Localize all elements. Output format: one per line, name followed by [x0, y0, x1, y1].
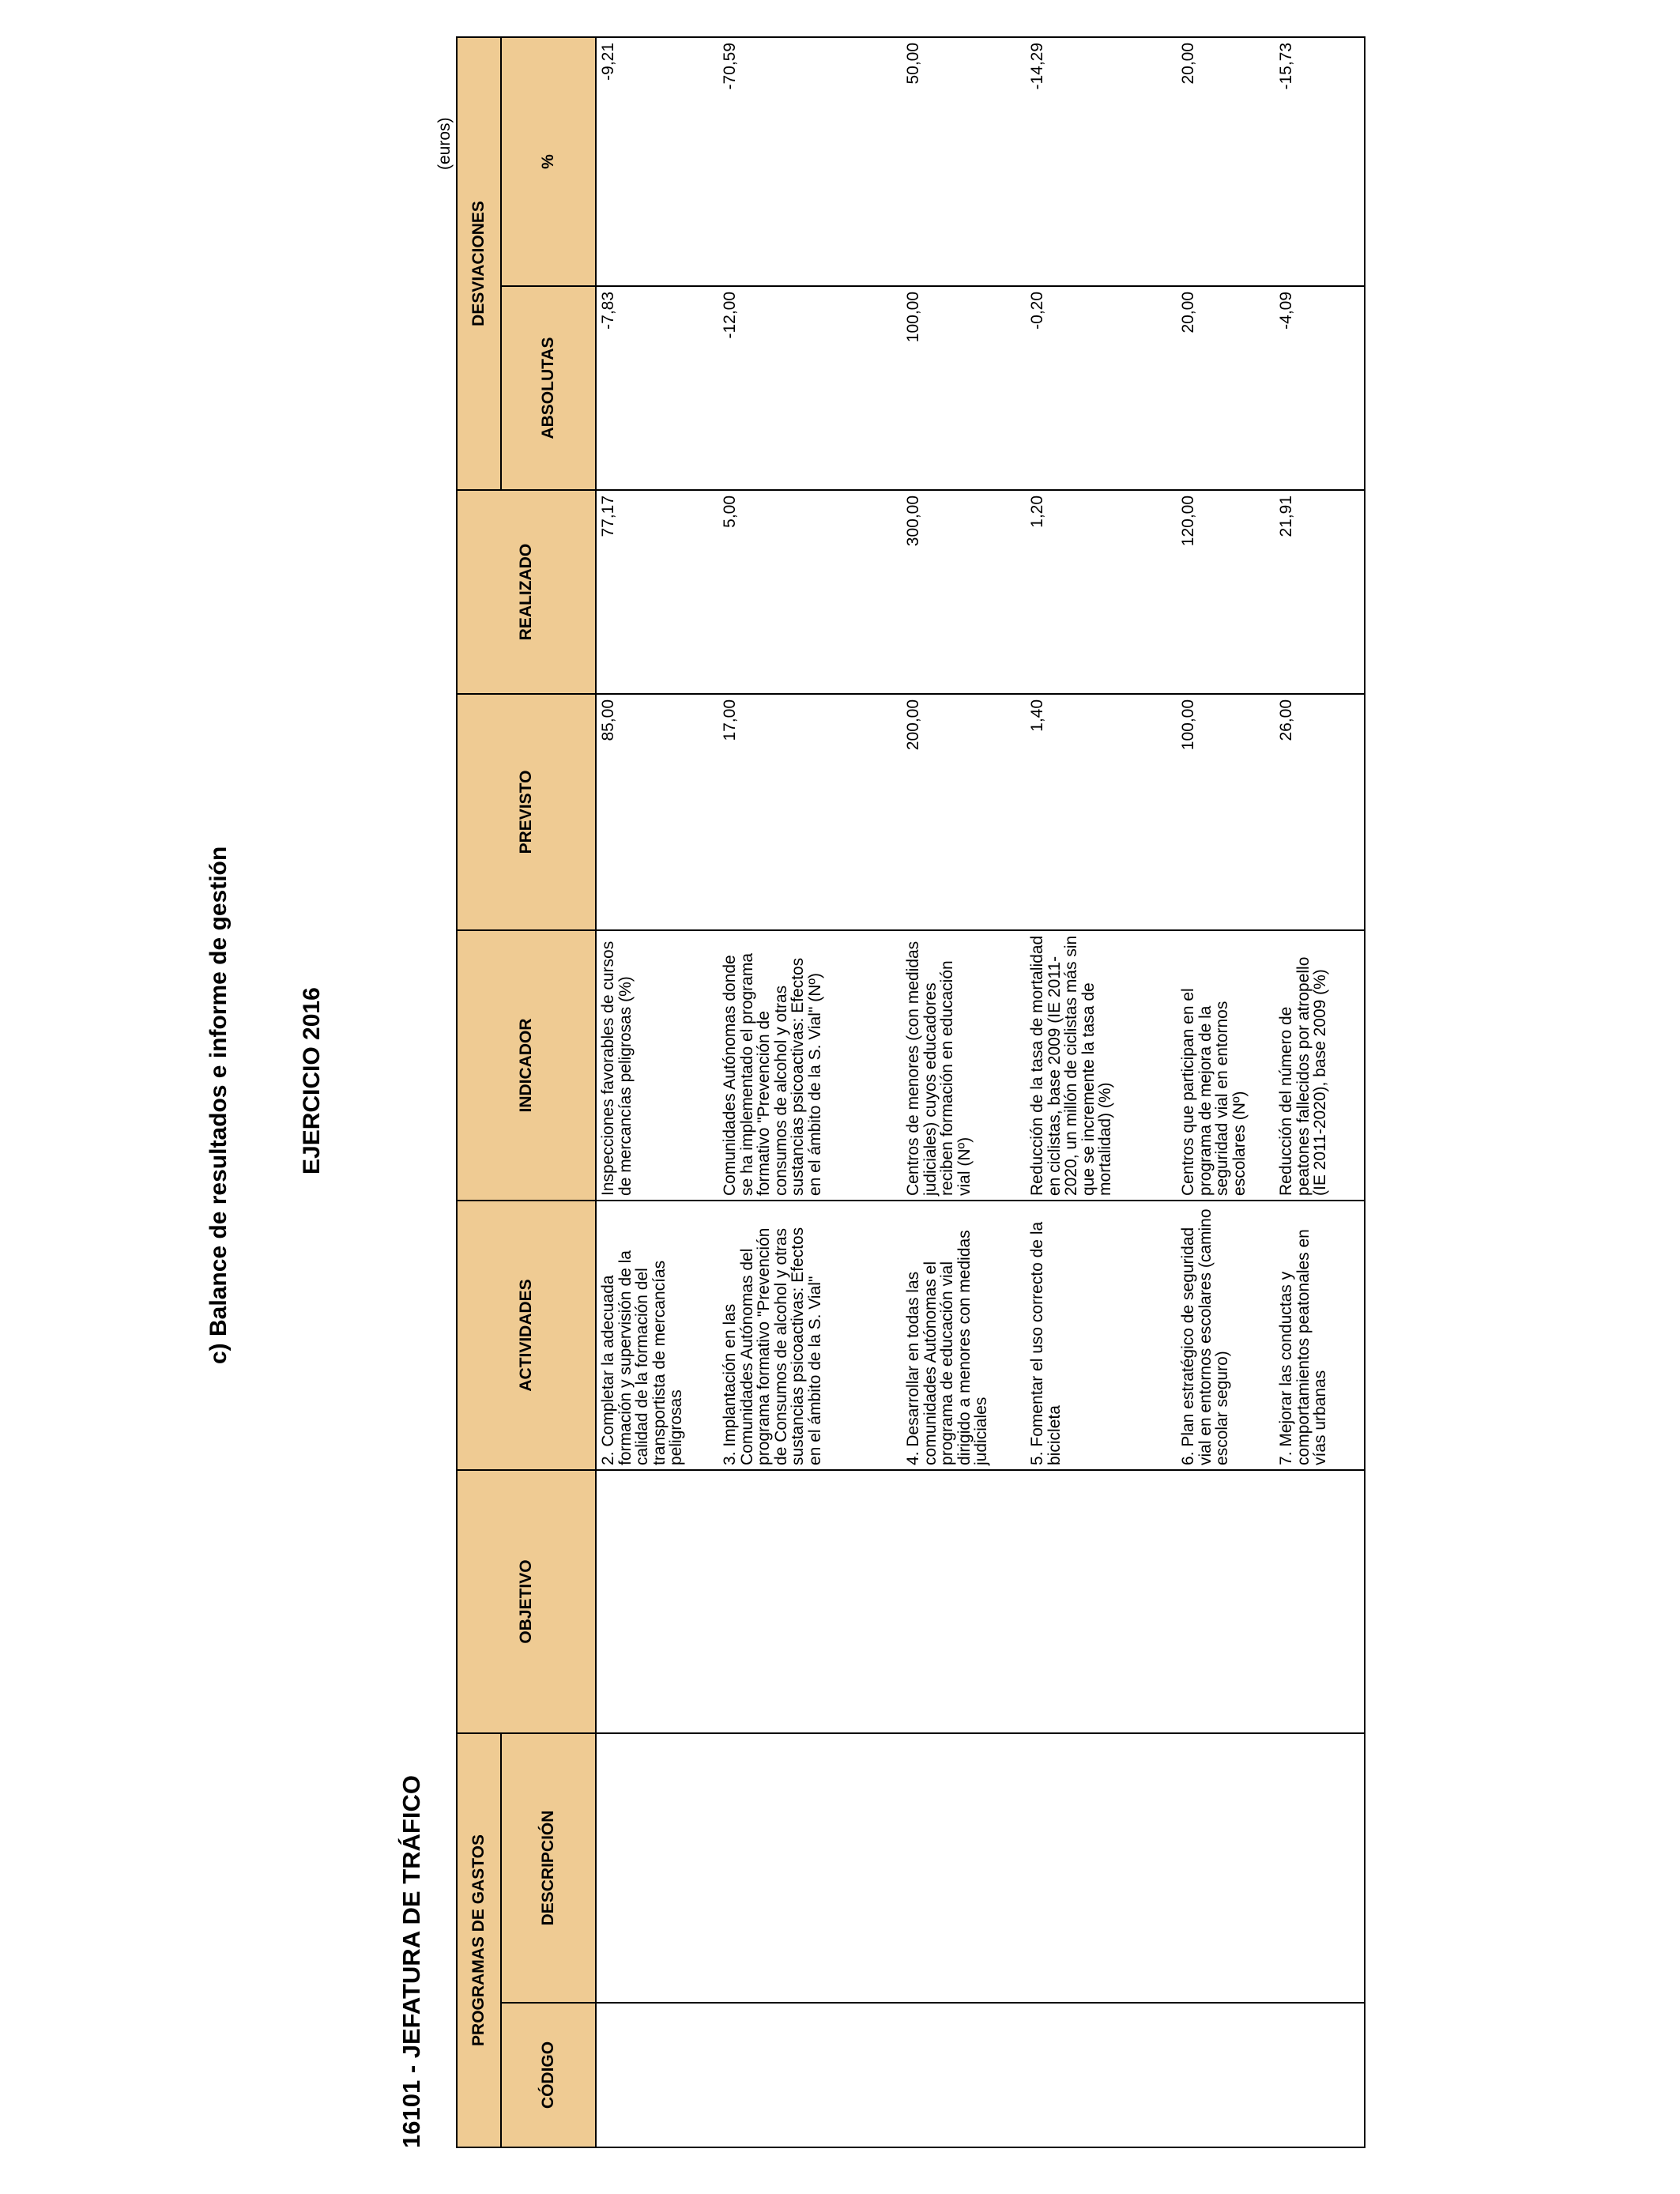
previsto-value: 17,00 — [721, 699, 739, 741]
absolutas-value: -0,20 — [1028, 291, 1046, 330]
previsto-cell — [596, 694, 1365, 930]
col-porcentaje: % — [501, 37, 596, 286]
actividad-text: 2. Completar la adecuada formación y supervisión de la calidad de la formación del transportista de mercancías peligrosas — [599, 1250, 685, 1465]
section-title: c) Balance de resultados e informe de gestión — [205, 846, 232, 1364]
absolutas-cell — [596, 286, 1365, 490]
realizado-value: 21,91 — [1277, 495, 1295, 537]
realizado-value: 120,00 — [1179, 495, 1197, 547]
actividad-text: 5. Fomentar el uso correcto de la bicicleta — [1028, 1221, 1064, 1465]
realizado-value: 300,00 — [904, 495, 922, 547]
col-indicador: INDICADOR — [457, 930, 596, 1201]
programs-group-header: PROGRAMAS DE GASTOS — [457, 1733, 501, 2147]
realizado-value: 77,17 — [599, 495, 617, 537]
previsto-value: 26,00 — [1277, 699, 1295, 741]
col-actividades: ACTIVIDADES — [457, 1201, 596, 1470]
col-objetivo: OBJETIVO — [457, 1470, 596, 1733]
indicador-text: Comunidades Autónomas donde se ha implementado el programa formativo "Prevención de consumos de alcohol y otras sustancias psicoactivas: Efectos en el ámbito de la S. Vial" (Nº) — [721, 952, 824, 1196]
actividad-text: 4. Desarrollar en todas las comunidades Autónomas el programa de educación vial dirigido a menores con medidas judiciales — [904, 1230, 990, 1465]
table-row — [596, 37, 1365, 2147]
col-realizado: REALIZADO — [457, 490, 596, 694]
col-codigo: CÓDIGO — [501, 2003, 596, 2147]
units-label: (euros) — [435, 117, 454, 170]
indicador-text: Reducción de la tasa de mortalidad en ciclistas, base 2009 (IE 2011-2020, un millón de ciclistas más sin que se incremente la tasa de mortalidad) (%) — [1028, 935, 1114, 1196]
porcentaje-value: -15,73 — [1277, 42, 1295, 90]
absolutas-value: -12,00 — [721, 291, 739, 339]
actividad-text: 3. Implantación en las Comunidades Autónomas del programa formativo "Prevención de Consumos de alcohol y otras sustancias psicoactivas: Efectos en el ámbito de la S. Vial" — [721, 1227, 824, 1465]
porcentaje-cell — [596, 37, 1365, 286]
deviations-group-header: DESVIACIONES — [457, 37, 501, 490]
actividad-text: 6. Plan estratégico de seguridad vial en entornos escolares (camino escolar seguro) — [1179, 1208, 1231, 1465]
codigo-cell — [596, 2003, 1365, 2147]
absolutas-value: -7,83 — [599, 291, 617, 330]
porcentaje-value: 50,00 — [904, 42, 922, 85]
absolutas-value: 100,00 — [904, 291, 922, 343]
previsto-value: 100,00 — [1179, 699, 1197, 751]
col-absolutas: ABSOLUTAS — [501, 286, 596, 490]
porcentaje-value: -14,29 — [1028, 42, 1046, 90]
indicador-text: Reducción del número de peatones fallecidos por atropello (IE 2011-2020), base 2009 (%) — [1277, 956, 1329, 1196]
objetivo-cell — [596, 1470, 1365, 1733]
realizado-cell — [596, 490, 1365, 694]
realizado-value: 5,00 — [721, 495, 739, 528]
indicador-text: Centros que participan en el programa de mejora de la seguridad vial en entornos escolares (Nº) — [1179, 988, 1249, 1196]
porcentaje-value: 20,00 — [1179, 42, 1197, 85]
porcentaje-value: -70,59 — [721, 42, 739, 90]
absolutas-value: 20,00 — [1179, 291, 1197, 334]
col-descripcion: DESCRIPCIÓN — [501, 1733, 596, 2003]
realizado-value: 1,20 — [1028, 495, 1046, 528]
organism-title: 16101 - JEFATURA DE TRÁFICO — [397, 1775, 425, 2148]
indicador-text: Inspecciones favorables de cursos de mercancías peligrosas (%) — [599, 941, 635, 1196]
descripcion-cell — [596, 1733, 1365, 2003]
porcentaje-value: -9,21 — [599, 42, 617, 81]
actividades-cell — [596, 1201, 1365, 1470]
previsto-value: 1,40 — [1028, 699, 1046, 732]
actividad-text: 7. Mejorar las conductas y comportamientos peatonales en vías urbanas — [1277, 1229, 1329, 1465]
absolutas-value: -4,09 — [1277, 291, 1295, 330]
results-table — [456, 36, 1365, 2148]
exercise-title: EJERCICIO 2016 — [299, 987, 325, 1174]
col-previsto: PREVISTO — [457, 694, 596, 930]
indicador-cell — [596, 930, 1365, 1201]
previsto-value: 200,00 — [904, 699, 922, 751]
previsto-value: 85,00 — [599, 699, 617, 741]
indicador-text: Centros de menores (con medidas judiciales) cuyos educadores reciben formación en educación vial (Nº) — [904, 941, 974, 1196]
